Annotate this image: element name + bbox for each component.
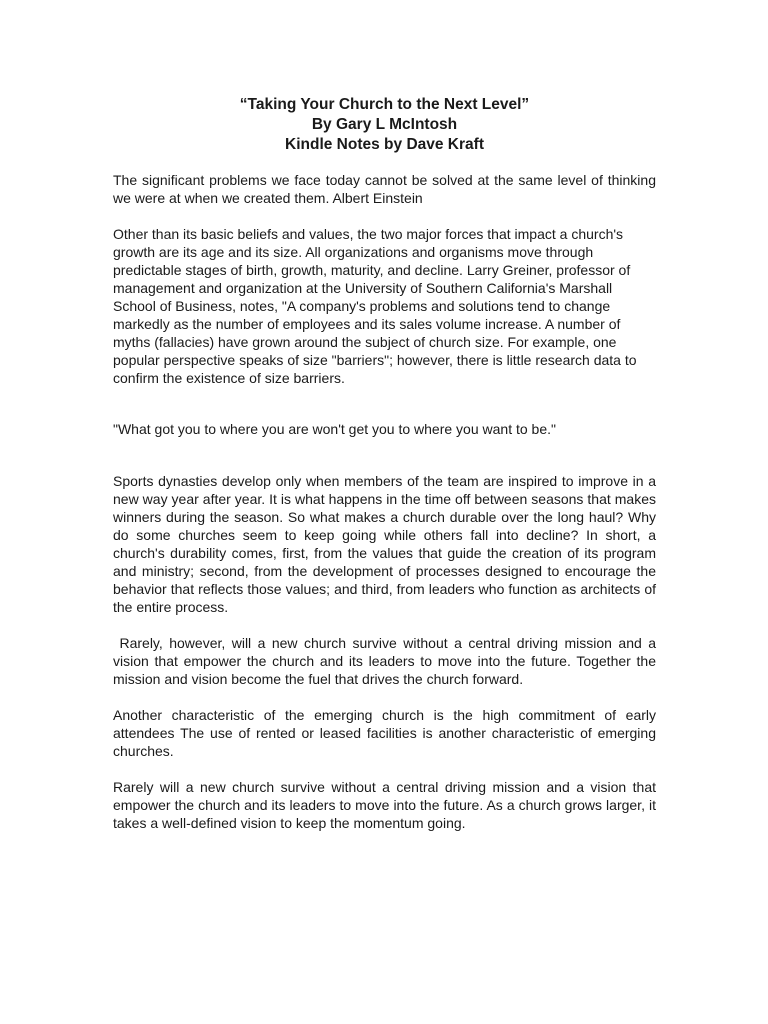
title-line-notes: Kindle Notes by Dave Kraft	[285, 136, 484, 153]
paragraph-what-got-you: "What got you to where you are won't get you to where you want to be."	[113, 421, 556, 437]
paragraph-einstein-quote: The significant problems we face today cannot be solved at the same level of thinking we were at when we created them. Albert Einstein	[113, 172, 656, 206]
document-title	[113, 95, 656, 155]
paragraph-church-age-size: Other than its basic beliefs and values, the two major forces that impact a church's growth are its age and its size. All organizations and organisms move through predictable stages of birth, growth, maturity, and decline. Larry Greiner, professor of management and organization at the University of Southern California's Marshall School of Business, notes, "A company's problems and solutions tend to change markedly as the number of employees and its sales volume increase. A number of myths (fallacies) have grown around the subject of church size. For example, one popular perspective speaks of size "barriers"; however, there is little research data to confirm the existence of size barriers.	[113, 226, 637, 386]
title-line-book: “Taking Your Church to the Next Level”	[239, 96, 530, 113]
paragraph-sports-dynasties: Sports dynasties develop only when members of the team are inspired to improve in a new way year after year. It is what happens in the time off between seasons that makes winners during the season. So what makes a church durable over the long haul? Why do some churches seem to keep going while others fall into decline? In short, a church's durability comes, first, from the values that guide the creation of its program and ministry; second, from the development of processes designed to encourage the behavior that reflects those values; and third, from leaders who function as architects of the entire process.	[113, 473, 656, 615]
paragraph-emerging-church: Another characteristic of the emerging church is the high commitment of early attendees The use of rented or leased facilities is another characteristic of emerging churches.	[113, 707, 656, 759]
paragraph-rarely-however: Rarely, however, will a new church survive without a central driving mission and a vision that empower the church and its leaders to move into the future. Together the mission and vision become the fuel that drives the church forward.	[113, 635, 660, 687]
paragraph-vision-momentum: Rarely will a new church survive without a central driving mission and a vision that empower the church and its leaders to move into the future. As a church grows larger, it takes a well-defined vision to keep the momentum going.	[113, 779, 656, 831]
document-page	[113, 95, 660, 832]
title-line-author: By Gary L McIntosh	[311, 116, 458, 133]
